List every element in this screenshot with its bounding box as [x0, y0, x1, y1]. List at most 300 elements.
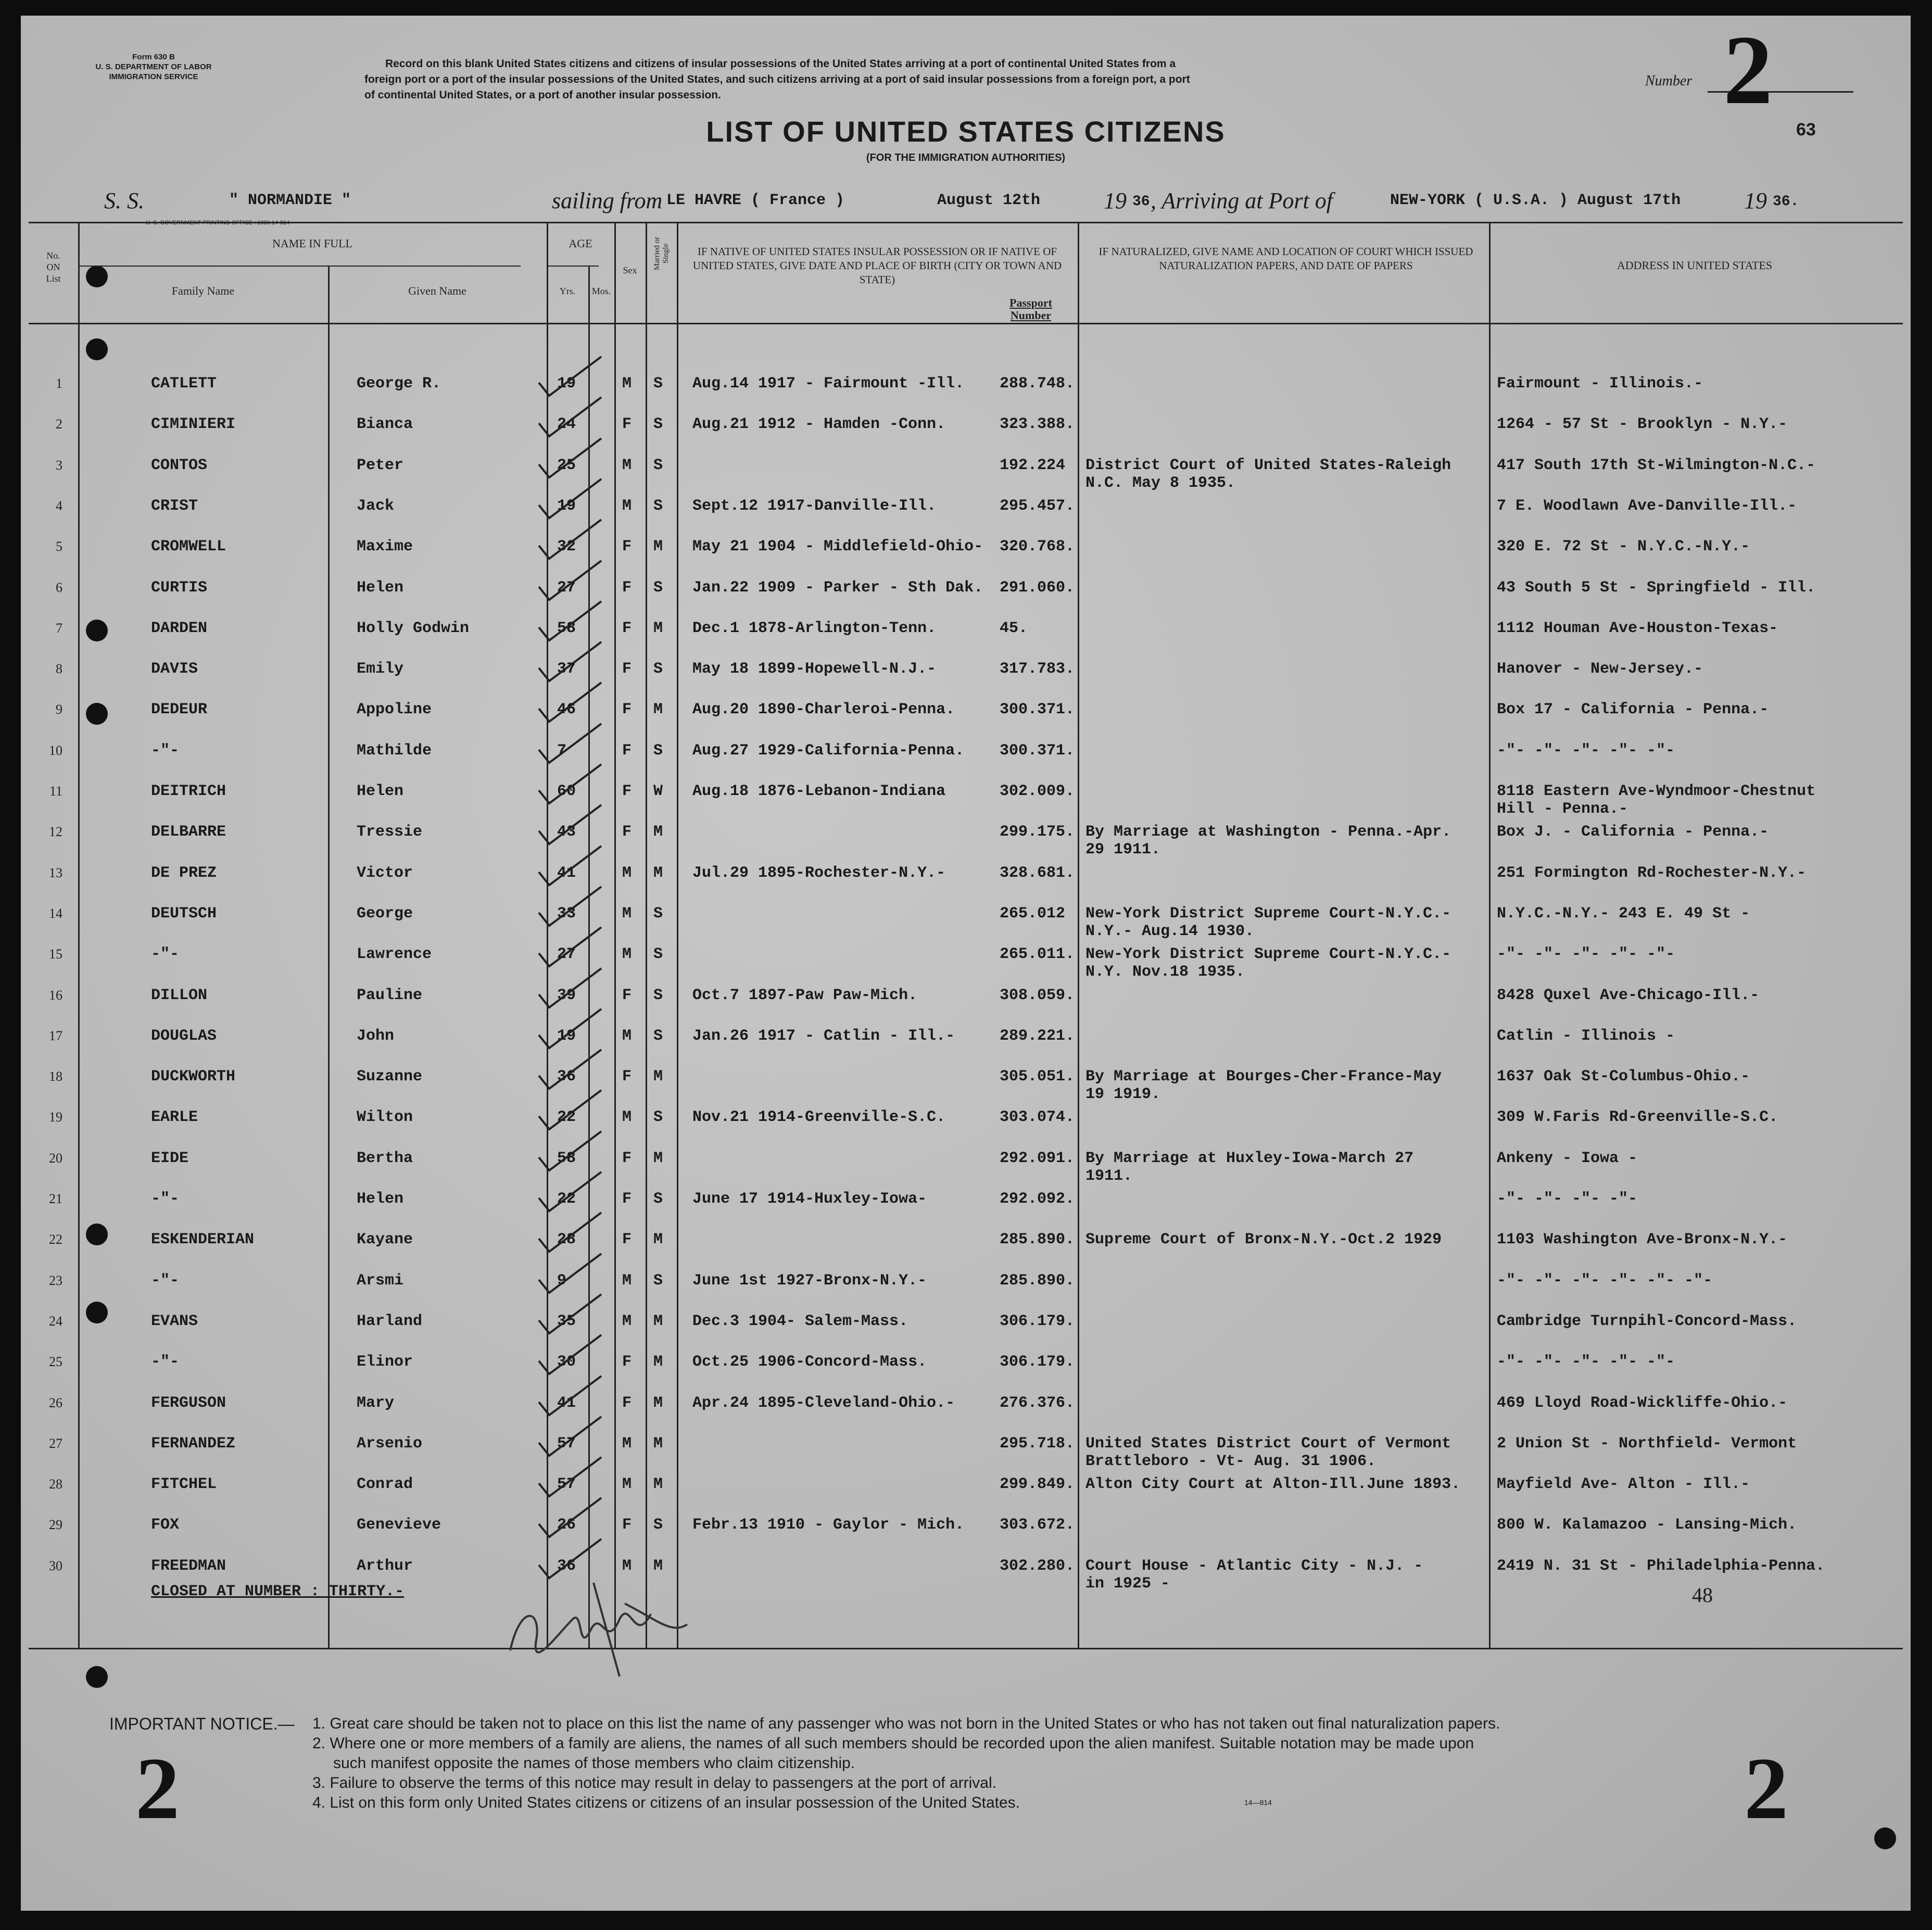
punch-hole: [86, 620, 108, 641]
given-name: Pauline: [357, 987, 423, 1004]
check-mark-icon: [536, 558, 604, 605]
address-line-1: Catlin - Illinois -: [1497, 1027, 1675, 1045]
preamble-line: foreign port or a port of the insular possessions of the United States, and such citizens arriving at a port of said insular possessions from a foreign port, a port: [364, 73, 1190, 85]
name-subheader-rule: [78, 266, 521, 267]
marital-status: S: [653, 660, 663, 678]
marital-status: S: [653, 1190, 663, 1208]
passport-number: 303.672.: [1000, 1516, 1075, 1534]
check-mark-icon: [536, 843, 604, 890]
naturalization-line-2: N.C. May 8 1935.: [1085, 474, 1236, 492]
row-number: 4: [56, 498, 62, 513]
address-line-1: 7 E. Woodlawn Ave-Danville-Ill.-: [1497, 497, 1797, 515]
row-number: 22: [49, 1232, 62, 1247]
birth-info: Sept.12 1917-Danville-Ill.: [692, 497, 937, 515]
arrive-year-prefix: 19: [1744, 188, 1767, 213]
naturalization-line-1: By Marriage at Washington - Penna.-Apr.: [1085, 823, 1451, 841]
age-years: 32: [557, 538, 576, 556]
marital-status: M: [653, 1068, 663, 1086]
sex: F: [622, 620, 632, 637]
check-mark-icon: [536, 1129, 604, 1176]
given-name: Maxime: [357, 538, 413, 556]
age-years: 22: [557, 1190, 576, 1208]
sex: F: [622, 1231, 632, 1248]
birth-info: Febr.13 1910 - Gaylor - Mich.: [692, 1516, 965, 1534]
sex: F: [622, 783, 632, 800]
passport-number: 300.371.: [1000, 742, 1075, 760]
family-name: DEITRICH: [151, 783, 226, 800]
check-mark-icon: [536, 966, 604, 1013]
family-name: CURTIS: [151, 579, 208, 597]
birth-info: Aug.14 1917 - Fairmount -Ill.: [692, 375, 965, 393]
given-name: Elinor: [357, 1353, 413, 1371]
form-number: Form 630 B: [132, 53, 175, 61]
sex: F: [622, 1068, 632, 1086]
given-name: George R.: [357, 375, 441, 393]
sex: M: [622, 945, 632, 963]
sex: M: [622, 1557, 632, 1575]
sex: F: [622, 1190, 632, 1208]
address-line-1: Hanover - New-Jersey.-: [1497, 660, 1703, 678]
address-line-1: -"- -"- -"- -"-: [1497, 1190, 1638, 1208]
address-line-1: 2 Union St - Northfield- Vermont: [1497, 1435, 1797, 1453]
address-line-1: 1637 Oak St-Columbus-Ohio.-: [1497, 1068, 1750, 1086]
row-number: 13: [49, 865, 62, 880]
age-years: 27: [557, 945, 576, 963]
row-number: 3: [56, 458, 62, 473]
check-mark-icon: [536, 802, 604, 849]
passport-number: 289.221.: [1000, 1027, 1075, 1045]
birth-info: June 1st 1927-Bronx-N.Y.-: [692, 1272, 927, 1290]
row-number: 17: [49, 1028, 62, 1043]
passport-number: 306.179.: [1000, 1313, 1075, 1330]
check-mark-icon: [536, 884, 604, 931]
sex: F: [622, 1150, 632, 1167]
header-no-on-list: No. ON List: [46, 250, 61, 284]
age-years: 60: [557, 783, 576, 800]
age-years: 25: [557, 457, 576, 474]
marital-status: S: [653, 1272, 663, 1290]
header-given-name: Given Name: [408, 284, 466, 297]
address-line-1: Fairmount - Illinois.-: [1497, 375, 1703, 393]
passport-number: 288.748.: [1000, 375, 1075, 393]
birth-info: Nov.21 1914-Greenville-S.C.: [692, 1108, 946, 1126]
naturalization-line-2: 29 1911.: [1085, 841, 1161, 859]
passport-number: 292.091.: [1000, 1150, 1075, 1167]
naturalization-line-1: United States District Court of Vermont: [1085, 1435, 1451, 1453]
column-rule: [1078, 222, 1079, 1648]
row-number: 26: [49, 1395, 62, 1410]
family-name: FERNANDEZ: [151, 1435, 236, 1453]
sex: F: [622, 701, 632, 718]
table-bottom-border: [29, 1648, 1903, 1649]
preamble-line: Record on this blank United States citizens and citizens of insular possessions of the United States arriving at a port of continental United States from a: [385, 58, 1176, 70]
family-name: -"-: [151, 945, 180, 963]
column-rule: [646, 222, 647, 1648]
sex: F: [622, 742, 632, 760]
punch-hole: [86, 1302, 108, 1323]
sex: M: [622, 1475, 632, 1493]
naturalization-line-1: By Marriage at Bourges-Cher-France-May: [1085, 1068, 1442, 1086]
birth-info: Dec.3 1904- Salem-Mass.: [692, 1313, 908, 1330]
family-name: ESKENDERIAN: [151, 1231, 255, 1248]
header-married-single: Married or Single: [653, 236, 670, 271]
address-line-1: 2419 N. 31 St - Philadelphia-Penna.: [1497, 1557, 1825, 1575]
given-name: Bertha: [357, 1150, 413, 1167]
passport-number: 192.224: [1000, 457, 1066, 474]
passport-number: 291.060.: [1000, 579, 1075, 597]
birth-info: Oct.25 1906-Concord-Mass.: [692, 1353, 927, 1371]
passport-number: 323.388.: [1000, 415, 1075, 433]
given-name: Jack: [357, 497, 395, 515]
notice-item-2: 2. Where one or more members of a family are aliens, the names of all such members should be recorded upon the alien manifest. Suitable notation may be made upon: [312, 1735, 1474, 1752]
notice-item-3: 3. Failure to observe the terms of this notice may result in delay to passengers at the port of arrival.: [312, 1774, 996, 1792]
sex: M: [622, 1435, 632, 1453]
naturalization-line-2: Brattleboro - Vt- Aug. 31 1906.: [1085, 1453, 1377, 1470]
marital-status: M: [653, 1231, 663, 1248]
given-name: Kayane: [357, 1231, 413, 1248]
check-mark-icon: [536, 354, 604, 401]
address-line-1: 8118 Eastern Ave-Wyndmoor-Chestnut: [1497, 783, 1816, 800]
birth-info: Jul.29 1895-Rochester-N.Y.-: [692, 864, 946, 882]
family-name: DAVIS: [151, 660, 198, 678]
address-line-1: 309 W.Faris Rd-Greenville-S.C.: [1497, 1108, 1778, 1126]
check-mark-icon: [536, 1047, 604, 1094]
sex: F: [622, 660, 632, 678]
family-name: FITCHEL: [151, 1475, 217, 1493]
sex: M: [622, 457, 632, 474]
year-prefix: 19: [1104, 188, 1127, 213]
sex: F: [622, 987, 632, 1004]
marital-status: S: [653, 742, 663, 760]
address-line-1: -"- -"- -"- -"- -"-: [1497, 742, 1675, 760]
header-years: Yrs.: [559, 286, 576, 296]
given-name: Bianca: [357, 415, 413, 433]
family-name: FREEDMAN: [151, 1557, 226, 1575]
passport-number: 265.012: [1000, 905, 1066, 923]
given-name: Mary: [357, 1394, 395, 1412]
naturalization-line-2: N.Y. Nov.18 1935.: [1085, 963, 1245, 981]
family-name: DE PREZ: [151, 864, 217, 882]
arriving-label: , Arriving at Port of: [1151, 188, 1333, 213]
check-mark-icon: [536, 1495, 604, 1542]
family-name: CROMWELL: [151, 538, 226, 556]
marital-status: M: [653, 864, 663, 882]
sex: F: [622, 1353, 632, 1371]
age-years: 27: [557, 579, 576, 597]
birth-info: Jan.22 1909 - Parker - Sth Dak.: [692, 579, 983, 597]
row-number: 27: [49, 1436, 62, 1451]
address-line-1: 1264 - 57 St - Brooklyn - N.Y.-: [1497, 415, 1788, 433]
birth-info: Aug.20 1890-Charleroi-Penna.: [692, 701, 955, 718]
arrival-port-date: NEW-YORK ( U.S.A. ) August 17th: [1390, 192, 1681, 209]
age-years: 7: [557, 742, 567, 760]
marital-status: S: [653, 1108, 663, 1126]
birth-info: Oct.7 1897-Paw Paw-Mich.: [692, 987, 918, 1004]
passport-number: 317.783.: [1000, 660, 1075, 678]
passport-number: 45.: [1000, 620, 1028, 637]
marital-status: M: [653, 620, 663, 637]
marital-status: S: [653, 579, 663, 597]
sex: F: [622, 579, 632, 597]
given-name: Conrad: [357, 1475, 413, 1493]
age-years: 24: [557, 415, 576, 433]
marital-status: M: [653, 1394, 663, 1412]
address-line-1: 1103 Washington Ave-Bronx-N.Y.-: [1497, 1231, 1788, 1248]
header-birth: IF NATIVE OF UNITED STATES INSULAR POSSESSION OR IF NATIVE OF UNITED STATES, GIVE DATE AND PLACE OF BIRTH (CITY OR TOWN AND STATE): [692, 245, 1062, 286]
given-name: Helen: [357, 1190, 404, 1208]
department-name: U. S. DEPARTMENT OF LABOR: [95, 62, 212, 71]
page-title: LIST OF UNITED STATES CITIZENS: [706, 115, 1226, 148]
official-signature: [500, 1572, 698, 1687]
marital-status: M: [653, 1150, 663, 1167]
given-name: Lawrence: [357, 945, 432, 963]
check-mark-icon: [536, 1414, 604, 1461]
marital-status: S: [653, 457, 663, 474]
row-number: 7: [56, 621, 62, 636]
given-name: Victor: [357, 864, 413, 882]
passport-number: 328.681.: [1000, 864, 1075, 882]
row-number: 2: [56, 417, 62, 432]
marital-status: S: [653, 905, 663, 923]
passport-number: 299.849.: [1000, 1475, 1075, 1493]
check-mark-icon: [536, 1292, 604, 1339]
header-family-name: Family Name: [171, 284, 235, 297]
birth-info: Aug.18 1876-Lebanon-Indiana: [692, 783, 946, 800]
address-line-1: -"- -"- -"- -"- -"-: [1497, 1353, 1675, 1371]
check-mark-icon: [536, 680, 604, 727]
row-number: 29: [49, 1517, 62, 1532]
family-name: FERGUSON: [151, 1394, 226, 1412]
header-bottom-rule: [29, 323, 1903, 324]
family-name: DILLON: [151, 987, 208, 1004]
passport-number: 295.457.: [1000, 497, 1075, 515]
birth-info: May 18 1899-Hopewell-N.J.-: [692, 660, 937, 678]
passport-number: 306.179.: [1000, 1353, 1075, 1371]
given-name: Peter: [357, 457, 404, 474]
punch-hole: [86, 703, 108, 725]
check-mark-icon: [536, 517, 604, 564]
family-name: -"-: [151, 742, 180, 760]
age-years: 19: [557, 497, 576, 515]
passport-number: 285.890.: [1000, 1272, 1075, 1290]
given-name: Arthur: [357, 1557, 413, 1575]
naturalization-line-1: Alton City Court at Alton-Ill.June 1893.: [1085, 1475, 1461, 1493]
header-passport: Passport Number: [1009, 296, 1052, 322]
check-mark-icon: [536, 1373, 604, 1420]
passport-number: 276.376.: [1000, 1394, 1075, 1412]
passport-number: 285.890.: [1000, 1231, 1075, 1248]
address-line-1: 800 W. Kalamazoo - Lansing-Mich.: [1497, 1516, 1797, 1534]
address-line-1: 469 Lloyd Road-Wickliffe-Ohio.-: [1497, 1394, 1788, 1412]
marital-status: M: [653, 1353, 663, 1371]
family-name: DEDEUR: [151, 701, 208, 718]
address-line-1: Cambridge Turnpihl-Concord-Mass.: [1497, 1313, 1797, 1330]
row-number: 14: [49, 906, 62, 921]
address-line-1: Ankeny - Iowa -: [1497, 1150, 1638, 1167]
address-line-1: N.Y.C.-N.Y.- 243 E. 49 St -: [1497, 905, 1750, 923]
address-line-1: 251 Formington Rd-Rochester-N.Y.-: [1497, 864, 1807, 882]
header-address: ADDRESS IN UNITED STATES: [1617, 259, 1773, 272]
punch-hole: [86, 1223, 108, 1245]
address-line-1: 417 South 17th St-Wilmington-N.C.-: [1497, 457, 1816, 474]
address-line-1: -"- -"- -"- -"- -"-: [1497, 945, 1675, 963]
departure-date: August 12th: [937, 192, 1041, 209]
table-top-border: [29, 222, 1903, 223]
birth-info: Dec.1 1878-Arlington-Tenn.: [692, 620, 937, 637]
age-years: 58: [557, 620, 576, 637]
punch-hole: [1874, 1827, 1896, 1849]
sailing-label: sailing from: [552, 188, 663, 213]
age-years: 58: [557, 1150, 576, 1167]
total-count: 48: [1692, 1583, 1713, 1607]
departure-port: LE HAVRE ( France ): [666, 192, 845, 209]
naturalization-line-1: District Court of United States-Raleigh: [1085, 457, 1451, 474]
check-mark-icon: [536, 925, 604, 972]
family-name: EVANS: [151, 1313, 198, 1330]
ss-label: S. S.: [104, 188, 144, 213]
header-age: AGE: [569, 237, 592, 250]
row-number: 30: [49, 1558, 62, 1573]
naturalization-line-1: New-York District Supreme Court-N.Y.C.-: [1085, 905, 1451, 923]
notice-heading: IMPORTANT NOTICE.—: [109, 1714, 295, 1733]
row-number: 24: [49, 1314, 62, 1329]
check-mark-icon: [536, 1332, 604, 1379]
check-mark-icon: [536, 395, 604, 441]
family-name: DUCKWORTH: [151, 1068, 236, 1086]
marital-status: M: [653, 701, 663, 718]
naturalization-line-1: By Marriage at Huxley-Iowa-March 27: [1085, 1150, 1414, 1167]
family-name: -"-: [151, 1190, 180, 1208]
marital-status: M: [653, 1435, 663, 1453]
corner-number-left: 2: [135, 1739, 180, 1837]
column-rule: [1489, 222, 1491, 1648]
check-mark-icon: [536, 1088, 604, 1134]
given-name: Holly Godwin: [357, 620, 470, 637]
birth-info: Apr.24 1895-Cleveland-Ohio.-: [692, 1394, 955, 1412]
age-years: 57: [557, 1475, 576, 1493]
row-number: 9: [56, 702, 62, 717]
sex: F: [622, 823, 632, 841]
punch-hole: [86, 1666, 108, 1688]
birth-info: June 17 1914-Huxley-Iowa-: [692, 1190, 927, 1208]
family-name: -"-: [151, 1353, 180, 1371]
family-name: DARDEN: [151, 620, 208, 637]
check-mark-icon: [536, 1455, 604, 1502]
family-name: DELBARRE: [151, 823, 226, 841]
family-name: CATLETT: [151, 375, 217, 393]
row-number: 8: [56, 661, 62, 676]
birth-info: Aug.21 1912 - Hamden -Conn.: [692, 415, 946, 433]
birth-info: May 21 1904 - Middlefield-Ohio-: [692, 538, 983, 556]
check-mark-icon: [536, 639, 604, 686]
check-mark-icon: [536, 1251, 604, 1298]
row-number: 18: [49, 1069, 62, 1084]
family-name: DOUGLAS: [151, 1027, 217, 1045]
sex: M: [622, 1272, 632, 1290]
header-name-in-full: NAME IN FULL: [272, 237, 352, 250]
check-mark-icon: [536, 1210, 604, 1257]
age-years: 9: [557, 1272, 567, 1290]
age-years: 46: [557, 701, 576, 718]
sex: M: [622, 1313, 632, 1330]
passport-number: 320.768.: [1000, 538, 1075, 556]
check-mark-icon: [536, 762, 604, 809]
passport-number: 299.175.: [1000, 823, 1075, 841]
sex: M: [622, 1108, 632, 1126]
sex: M: [622, 1027, 632, 1045]
family-name: DEUTSCH: [151, 905, 217, 923]
sex: M: [622, 497, 632, 515]
corner-number-right: 2: [1744, 1739, 1788, 1837]
age-years: 19: [557, 375, 576, 393]
family-name: CIMINIERI: [151, 415, 236, 433]
check-mark-icon: [536, 436, 604, 483]
age-subheader-rule: [547, 266, 599, 267]
family-name: EARLE: [151, 1108, 198, 1126]
age-years: 39: [557, 987, 576, 1004]
row-number: 1: [56, 376, 62, 391]
given-name: Arsmi: [357, 1272, 404, 1290]
marital-status: S: [653, 987, 663, 1004]
passport-number: 265.011.: [1000, 945, 1075, 963]
address-line-1: 43 South 5 St - Springfield - Ill.: [1497, 579, 1816, 597]
sex: M: [622, 864, 632, 882]
page-subtitle: (FOR THE IMMIGRATION AUTHORITIES): [866, 152, 1066, 163]
notice-item-4: 4. List on this form only United States citizens or citizens of an insular possession of the United States.: [312, 1794, 1020, 1811]
row-number: 6: [56, 580, 62, 595]
age-years: 41: [557, 1394, 576, 1412]
passport-number: 300.371.: [1000, 701, 1075, 718]
notice-item-2-cont: such manifest opposite the names of those members who claim citizenship.: [333, 1755, 855, 1772]
marital-status: S: [653, 375, 663, 393]
column-rule: [328, 266, 330, 1648]
marital-status: S: [653, 945, 663, 963]
row-number: 23: [49, 1273, 62, 1288]
address-line-1: 8428 Quxel Ave-Chicago-Ill.-: [1497, 987, 1760, 1004]
sex: M: [622, 375, 632, 393]
column-rule: [614, 222, 616, 1648]
row-number: 15: [49, 947, 62, 962]
family-name: -"-: [151, 1272, 180, 1290]
marital-status: S: [653, 1027, 663, 1045]
birth-info: Aug.27 1929-California-Penna.: [692, 742, 965, 760]
given-name: Genevieve: [357, 1516, 441, 1534]
age-years: 37: [557, 660, 576, 678]
address-line-1: 1112 Houman Ave-Houston-Texas-: [1497, 620, 1778, 637]
age-years: 36: [557, 1068, 576, 1086]
column-rule: [78, 222, 80, 1648]
header-sex: Sex: [623, 265, 637, 275]
preamble-line: of continental United States, or a port of another insular possession.: [364, 89, 721, 101]
family-name: CONTOS: [151, 457, 208, 474]
address-line-1: 320 E. 72 St - N.Y.C.-N.Y.-: [1497, 538, 1750, 556]
punch-hole: [86, 338, 108, 360]
header-naturalized: IF NATURALIZED, GIVE NAME AND LOCATION OF COURT WHICH ISSUED NATURALIZATION PAPERS, AND DATE OF PAPERS: [1098, 245, 1473, 272]
age-years: 26: [557, 1516, 576, 1534]
year-suffix: 36: [1132, 194, 1150, 210]
age-years: 19: [557, 1027, 576, 1045]
naturalization-line-1: Court House - Atlantic City - N.J. -: [1085, 1557, 1423, 1575]
age-years: 43: [557, 823, 576, 841]
sex: F: [622, 415, 632, 433]
given-name: Appoline: [357, 701, 432, 718]
check-mark-icon: [536, 721, 604, 768]
row-number: 25: [49, 1354, 62, 1369]
naturalization-line-2: N.Y.- Aug.14 1930.: [1085, 923, 1255, 940]
given-name: John: [357, 1027, 395, 1045]
row-number: 28: [49, 1477, 62, 1492]
row-number: 12: [49, 824, 62, 839]
